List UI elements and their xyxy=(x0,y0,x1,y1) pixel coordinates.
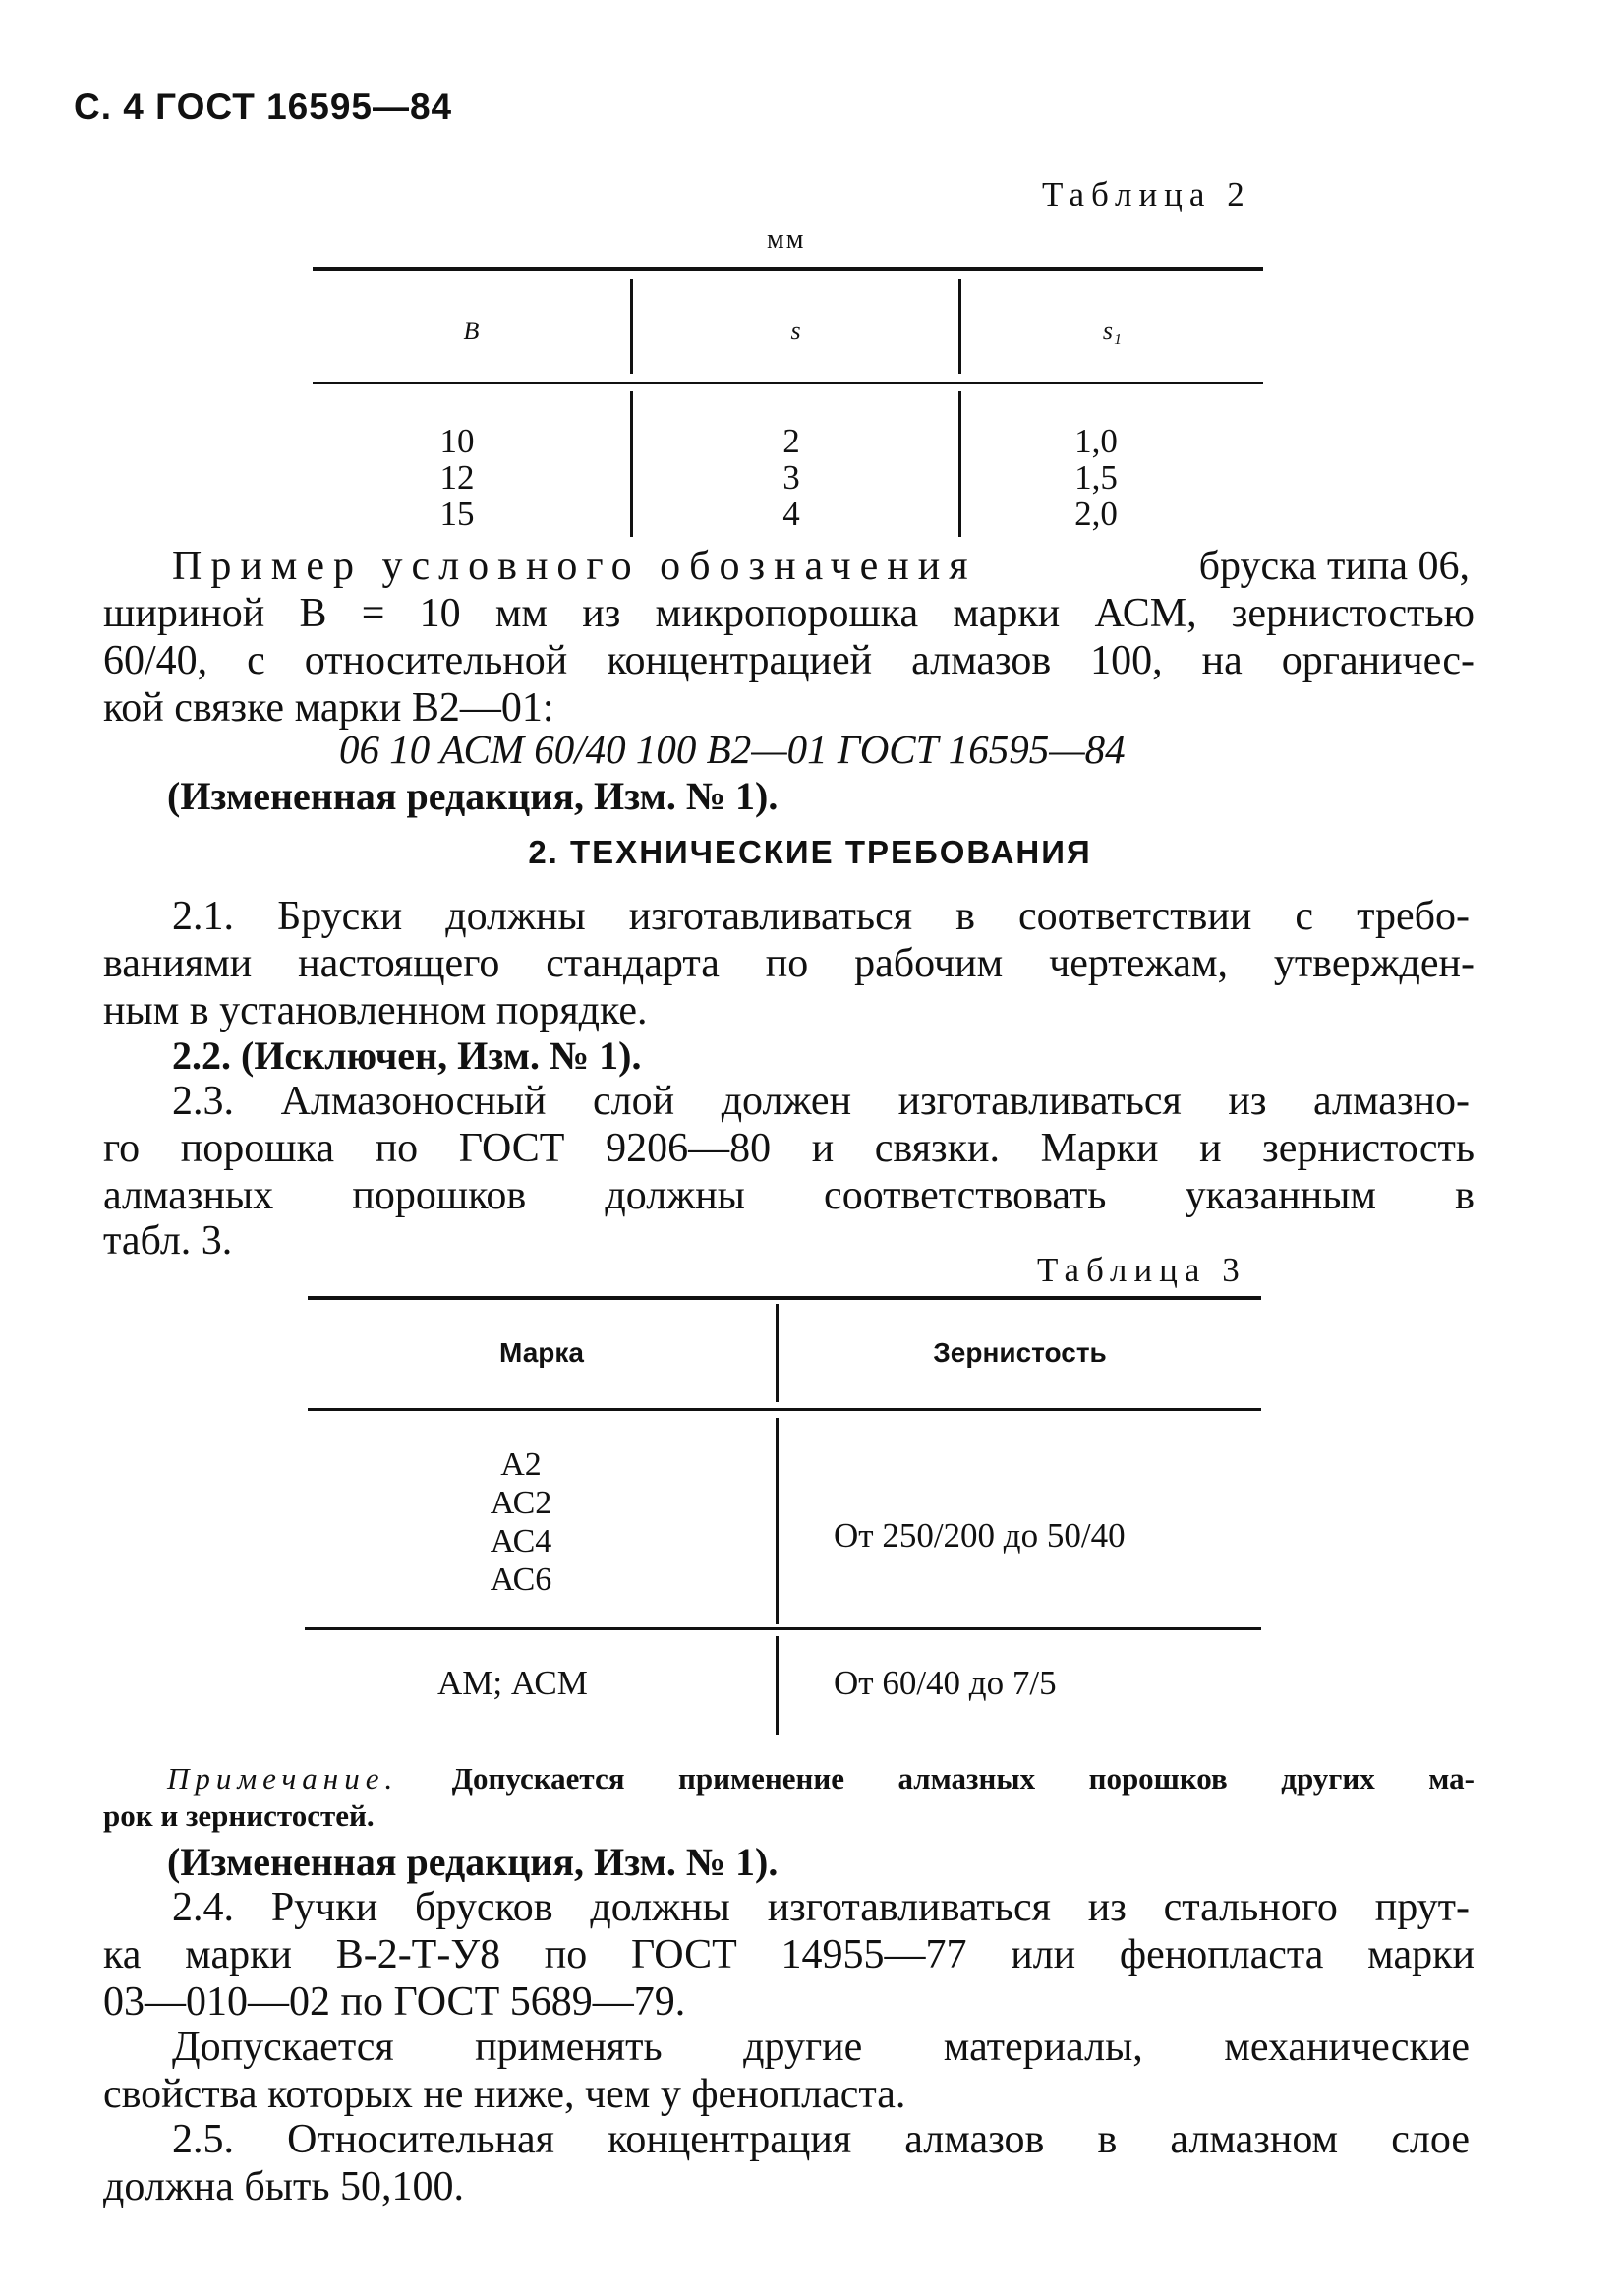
p22: 2.2. (Исключен, Изм. № 1). xyxy=(172,1033,642,1078)
table3-marks-group1 xyxy=(462,1445,580,1599)
example-line1-rest: бруска типа 06, xyxy=(1198,544,1470,589)
table3-cell: АС6 xyxy=(490,1561,552,1598)
p24-line-5: свойства которых не ниже, чем у фенопласта. xyxy=(103,2072,906,2117)
table2-cell: 1,0 xyxy=(1074,422,1118,460)
p24-line-1: 2.4. Ручки брусков должны изготавливаться из стального прут- xyxy=(172,1885,1470,1930)
table3-header-rule xyxy=(308,1408,1261,1411)
p21-line-3: ным в установленном порядке. xyxy=(103,988,648,1033)
table3-grain-group2: От 60/40 до 7/5 xyxy=(834,1664,1057,1702)
table2-top-rule xyxy=(313,267,1263,271)
table2-cell: 10 xyxy=(439,422,475,460)
example-lead: Пример условного обозначения xyxy=(172,544,977,589)
table3-vline xyxy=(776,1418,779,1624)
page-header: С. 4 ГОСТ 16595—84 xyxy=(74,87,453,127)
table3-caption: Таблица 3 xyxy=(1037,1251,1246,1289)
table2-header-s: s xyxy=(790,317,801,345)
table3-grain-group1: От 250/200 до 50/40 xyxy=(834,1516,1126,1555)
table3-cell: АС2 xyxy=(490,1485,552,1521)
table3-cell: А2 xyxy=(500,1446,542,1483)
note-line-2: рок и зернистостей. xyxy=(103,1798,375,1833)
table2-col-s xyxy=(747,423,836,532)
table3-vline xyxy=(776,1636,779,1735)
p23-line-2: го порошка по ГОСТ 9206—80 и связки. Марки и зернистость xyxy=(103,1126,1475,1171)
p21-line-1: 2.1. Бруски должны изготавливаться в соответствии с требо- xyxy=(172,894,1470,939)
p25-line-2: должна быть 50,100. xyxy=(103,2164,465,2209)
table2-header-s1: s₁ xyxy=(1102,317,1123,345)
table2-header-rule xyxy=(313,382,1263,384)
table2-cell: 12 xyxy=(439,458,475,497)
example-line-3: 60/40, с относительной концентрацией алмазов 100, на органичес- xyxy=(103,638,1475,683)
table2-vline xyxy=(630,391,633,537)
table2-cell: 2,0 xyxy=(1074,495,1118,533)
table2-vline xyxy=(958,391,961,537)
note-label: Примечание. xyxy=(167,1761,399,1796)
p24-line-4: Допускается применять другие материалы, механические xyxy=(172,2025,1470,2070)
table3-header-grain: Зернистость xyxy=(933,1337,1107,1368)
table3-header-mark: Марка xyxy=(499,1337,584,1368)
example-line-4: кой связке марки В2—01: xyxy=(103,685,554,731)
table2-cell: 1,5 xyxy=(1074,458,1118,497)
section-title: 2. ТЕХНИЧЕСКИЕ ТРЕБОВАНИЯ xyxy=(528,834,1092,870)
p21-line-2: ваниями настоящего стандарта по рабочим чертежам, утвержден- xyxy=(103,941,1475,986)
p24-line-3: 03—010—02 по ГОСТ 5689—79. xyxy=(103,1979,686,2025)
table2-header-b: B xyxy=(463,317,480,345)
table3-marks-group2: АМ; АСМ xyxy=(437,1664,588,1702)
p23-line-1: 2.3. Алмазоносный слой должен изготавливаться из алмазно- xyxy=(172,1079,1470,1124)
table3-top-rule xyxy=(308,1296,1261,1300)
table3-cell: АС4 xyxy=(490,1523,552,1560)
table2-caption: Таблица 2 xyxy=(1042,175,1251,213)
table2-col-s1 xyxy=(1047,423,1145,532)
revision-note-2: (Измененная редакция, Изм. № 1). xyxy=(167,1840,779,1884)
table2-unit: мм xyxy=(767,224,806,255)
table3-group-rule xyxy=(305,1627,1261,1630)
example-line-2: шириной B = 10 мм из микропорошка марки АСМ, зернистостью xyxy=(103,591,1475,636)
p23-line-3: алмазных порошков должны соответствовать указанным в xyxy=(103,1173,1475,1218)
table2-col-b xyxy=(413,423,501,532)
table2-cell: 3 xyxy=(782,458,800,497)
table2-cell: 15 xyxy=(439,495,475,533)
p24-line-2: ка марки В-2-Т-У8 по ГОСТ 14955—77 или фенопласта марки xyxy=(103,1932,1475,1977)
example-line-1 xyxy=(172,543,1470,590)
note-line-1 xyxy=(167,1760,1475,1797)
designation-formula: 06 10 АСМ 60/40 100 В2—01 ГОСТ 16595—84 xyxy=(339,727,1126,772)
p23-line-4: табл. 3. xyxy=(103,1218,233,1264)
table2-cell: 2 xyxy=(782,422,800,460)
p25-line-1: 2.5. Относительная концентрация алмазов в алмазном слое xyxy=(172,2117,1470,2162)
table2-cell: 4 xyxy=(782,495,800,533)
revision-note-1: (Измененная редакция, Изм. № 1). xyxy=(167,774,779,818)
note-text: Допускается применение алмазных порошков других ма- xyxy=(451,1761,1475,1796)
